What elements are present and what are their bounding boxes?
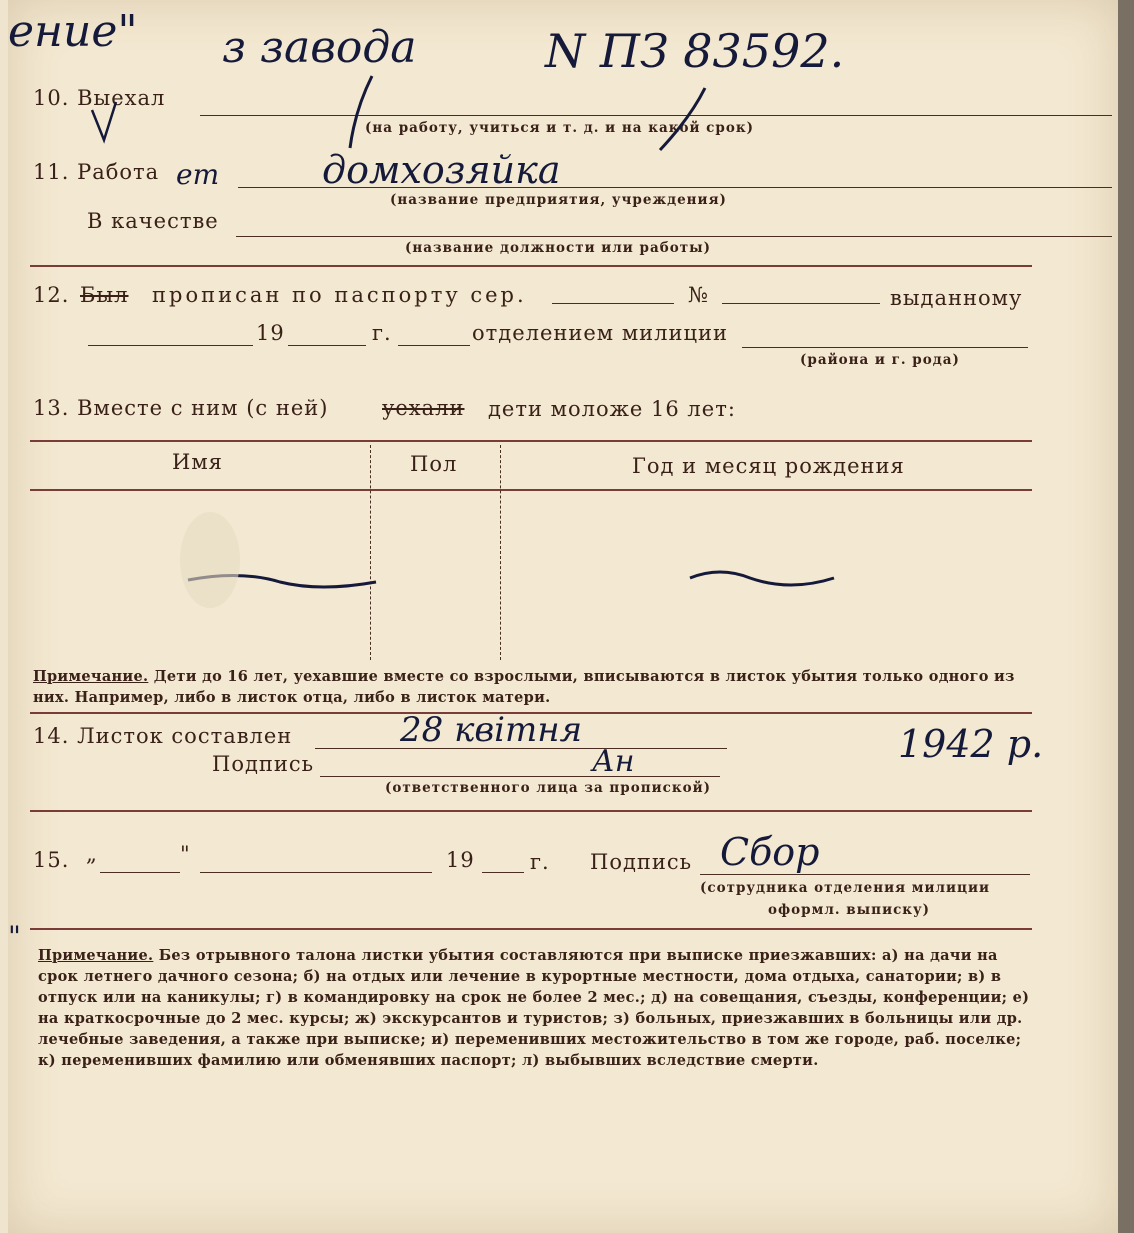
item14-signature: Ан bbox=[592, 744, 635, 779]
divider-14 bbox=[30, 810, 1032, 812]
item12-series-line bbox=[552, 303, 674, 304]
table-top-rule bbox=[30, 440, 1032, 442]
item13-struck: уехали bbox=[382, 396, 465, 420]
note2-lead: Примечание. bbox=[38, 947, 154, 964]
item15-open-quote: „ bbox=[86, 842, 98, 866]
item12-text: прописан по паспорту сер. bbox=[152, 283, 527, 307]
item10-field-line bbox=[200, 115, 1112, 116]
item11-capacity-line bbox=[236, 236, 1112, 237]
margin-mark: " bbox=[8, 920, 21, 953]
item14-signature-label: Подпись bbox=[212, 752, 315, 776]
item15-hint1: (сотрудника отделения милиции bbox=[700, 880, 991, 896]
item14-hint: (ответственного лица за пропиской) bbox=[385, 780, 711, 796]
item12-office-line bbox=[742, 347, 1028, 348]
item11-capacity-label: В качестве bbox=[87, 209, 219, 233]
item12-g: г. bbox=[372, 321, 392, 345]
item13-rest: дети моложе 16 лет: bbox=[488, 397, 736, 421]
table-col-birth: Год и месяц рождения bbox=[632, 454, 905, 478]
note1 bbox=[33, 666, 1028, 708]
item11-field-line bbox=[238, 187, 1112, 188]
note2 bbox=[38, 945, 1033, 1071]
table-divider-1 bbox=[370, 445, 371, 660]
header-number: N ПЗ 83592. bbox=[545, 24, 845, 78]
item12-office: отделением милиции bbox=[472, 321, 728, 345]
item11-capacity-hint: (название должности или работы) bbox=[405, 240, 712, 256]
header-word: ение" bbox=[8, 6, 138, 57]
item11-suffix: ет bbox=[176, 158, 220, 191]
item14-signature-line bbox=[320, 776, 720, 777]
item15-day-line bbox=[100, 872, 180, 873]
item12-issued: выданному bbox=[890, 286, 1023, 310]
item15-close-quote: " bbox=[180, 842, 191, 866]
item12-no: № bbox=[688, 283, 709, 307]
table-divider-2 bbox=[500, 445, 501, 660]
item12-date-line bbox=[88, 345, 253, 346]
divider-15 bbox=[30, 928, 1032, 930]
item15-month-line bbox=[200, 872, 432, 873]
item12-g-line bbox=[398, 345, 470, 346]
item15-hint2: оформл. выписку) bbox=[768, 902, 931, 918]
table-header-rule bbox=[30, 489, 1032, 491]
item12-hint: (района и г. рода) bbox=[800, 352, 960, 368]
item14-year: 1942 р. bbox=[898, 722, 1044, 766]
item10-hint: (на работу, учиться и т. д. и на какой срок) bbox=[365, 120, 754, 136]
table-col-name: Имя bbox=[172, 450, 223, 474]
item15-year: 19 bbox=[446, 848, 475, 872]
header-from: з завода bbox=[222, 22, 417, 73]
item12-year: 19 bbox=[256, 321, 285, 345]
background-edge bbox=[1118, 0, 1134, 1233]
table-col-sex: Пол bbox=[410, 452, 458, 476]
item15-signature-line bbox=[700, 874, 1030, 875]
item11-value: домхозяйка bbox=[322, 148, 561, 192]
item11-hint: (название предприятия, учреждения) bbox=[390, 192, 727, 208]
item12-year-line bbox=[288, 345, 366, 346]
item12-number: 12. bbox=[33, 283, 70, 307]
note2-text: Без отрывного талона листки убытия составляются при выписке приезжавших: а) на дачи на срок летнего дачного сезона; б) на отдых или лечение в курортные местности, дома отдыха, санатории; в) в отпуск или на каникулы; г) в командировку на срок не более 2 мес.; д) на совещания, съезды, конференции; е) на краткосрочные до 2 мес. курсы; ж) экскурсантов и туристов; з) больных, приезжавших в больницы или др. лечебные заведения, а также при выписке; и) переменивших местожительство в том же городе, раб. поселке; к) переменивших фамилию или обменявших паспорт; л) выбывших вследствие смерти. bbox=[38, 947, 1030, 1069]
note1-lead: Примечание. bbox=[33, 668, 149, 685]
item15-signature-label: Подпись bbox=[590, 850, 693, 874]
divider-11 bbox=[30, 265, 1032, 267]
item15-year-line bbox=[482, 872, 524, 873]
item14-date-line bbox=[315, 748, 727, 749]
item15-signature: Сбор bbox=[720, 830, 820, 874]
note1-text: Дети до 16 лет, уехавшие вместе со взрослыми, вписываются в листок убытия только одного из них. Например, либо в листок отца, либо в листок матери. bbox=[33, 668, 1015, 706]
item14-label: 14. Листок составлен bbox=[33, 724, 293, 748]
item10-label: 10. Выехал bbox=[33, 86, 166, 110]
item15-label: 15. bbox=[33, 848, 70, 872]
item14-date: 28 квітня bbox=[400, 710, 583, 750]
item15-g: г. bbox=[530, 850, 550, 874]
item13-label: 13. Вместе с ним (с ней) bbox=[33, 396, 329, 420]
item12-number-line bbox=[722, 303, 880, 304]
item11-label: 11. Работа bbox=[33, 160, 160, 184]
item12-struck: Был bbox=[80, 283, 129, 307]
